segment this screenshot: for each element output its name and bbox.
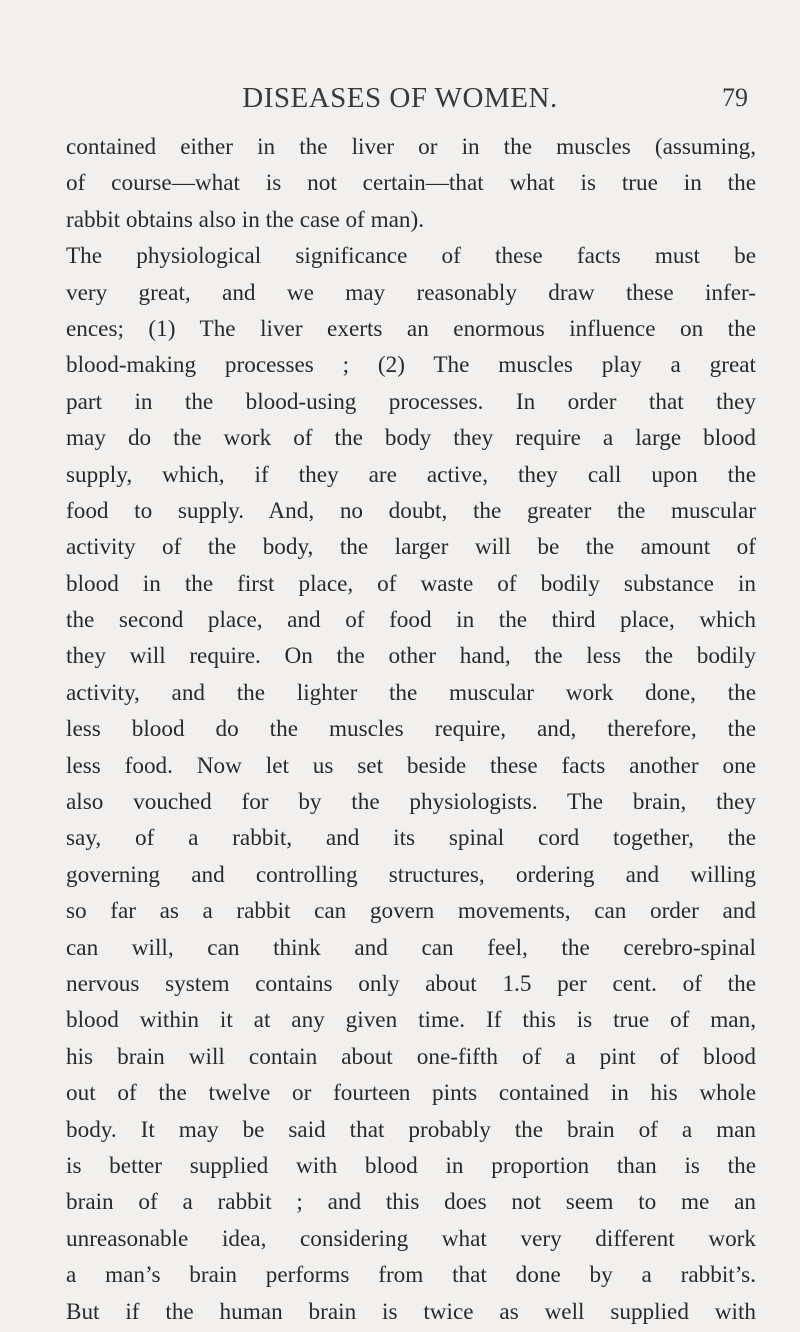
text-line: the second place, and of food in the third place, which bbox=[66, 607, 756, 634]
page-number: 79 bbox=[722, 83, 748, 112]
text-line: a man’s brain performs from that done by a rabbit’s. bbox=[66, 1262, 756, 1289]
running-title: DISEASES OF WOMEN. bbox=[242, 82, 558, 114]
text-line: unreasonable idea, considering what very different work bbox=[66, 1225, 756, 1252]
text-line: activity, and the lighter the muscular work done, the bbox=[66, 679, 756, 706]
text-line: brain of a rabbit ; and this does not seem to me an bbox=[66, 1189, 756, 1216]
body-text bbox=[66, 129, 756, 1330]
text-line: body. It may be said that probably the brain of a man bbox=[66, 1116, 756, 1143]
running-head bbox=[0, 78, 800, 118]
text-line: they will require. On the other hand, the less the bodily bbox=[66, 643, 756, 670]
text-line: can will, can think and can feel, the cerebro-spinal bbox=[66, 934, 756, 961]
text-line: But if the human brain is twice as well supplied with bbox=[66, 1298, 756, 1325]
text-line: so far as a rabbit can govern movements, can order and bbox=[66, 898, 756, 925]
text-line: part in the blood-using processes. In order that they bbox=[66, 388, 756, 415]
text-line: blood within it at any given time. If this is true of man, bbox=[66, 1007, 756, 1034]
text-line: supply, which, if they are active, they call upon the bbox=[66, 461, 756, 488]
text-line: blood in the first place, of waste of bodily substance in bbox=[66, 570, 756, 597]
text-line: activity of the body, the larger will be the amount of bbox=[66, 534, 756, 561]
text-line: less blood do the muscles require, and, therefore, the bbox=[66, 716, 756, 743]
text-line: out of the twelve or fourteen pints contained in his whole bbox=[66, 1080, 756, 1107]
text-line: governing and controlling structures, ordering and willing bbox=[66, 861, 756, 888]
text-line: of course—what is not certain—that what is true in the bbox=[66, 170, 756, 197]
text-line: contained either in the liver or in the muscles (assuming, bbox=[66, 134, 756, 160]
text-line: may do the work of the body they require a large blood bbox=[66, 425, 756, 452]
text-line: The physiological significance of these facts must be bbox=[66, 243, 756, 270]
text-line: food to supply. And, no doubt, the greater the muscular bbox=[66, 497, 756, 524]
text-line: very great, and we may reasonably draw these infer- bbox=[66, 279, 756, 306]
text-line: less food. Now let us set beside these facts another one bbox=[66, 752, 756, 779]
text-line: ences; (1) The liver exerts an enormous influence on the bbox=[66, 315, 756, 342]
text-line: also vouched for by the physiologists. The brain, they bbox=[66, 789, 756, 816]
text-line: rabbit obtains also in the case of man). bbox=[66, 206, 425, 233]
text-line: blood-making processes ; (2) The muscles play a great bbox=[66, 352, 756, 379]
text-line: is better supplied with blood in proportion than is the bbox=[66, 1152, 756, 1179]
text-line: say, of a rabbit, and its spinal cord together, the bbox=[66, 825, 756, 852]
text-line: his brain will contain about one-fifth of a pint of blood bbox=[66, 1043, 756, 1070]
text-line: nervous system contains only about 1.5 per cent. of the bbox=[66, 970, 756, 997]
